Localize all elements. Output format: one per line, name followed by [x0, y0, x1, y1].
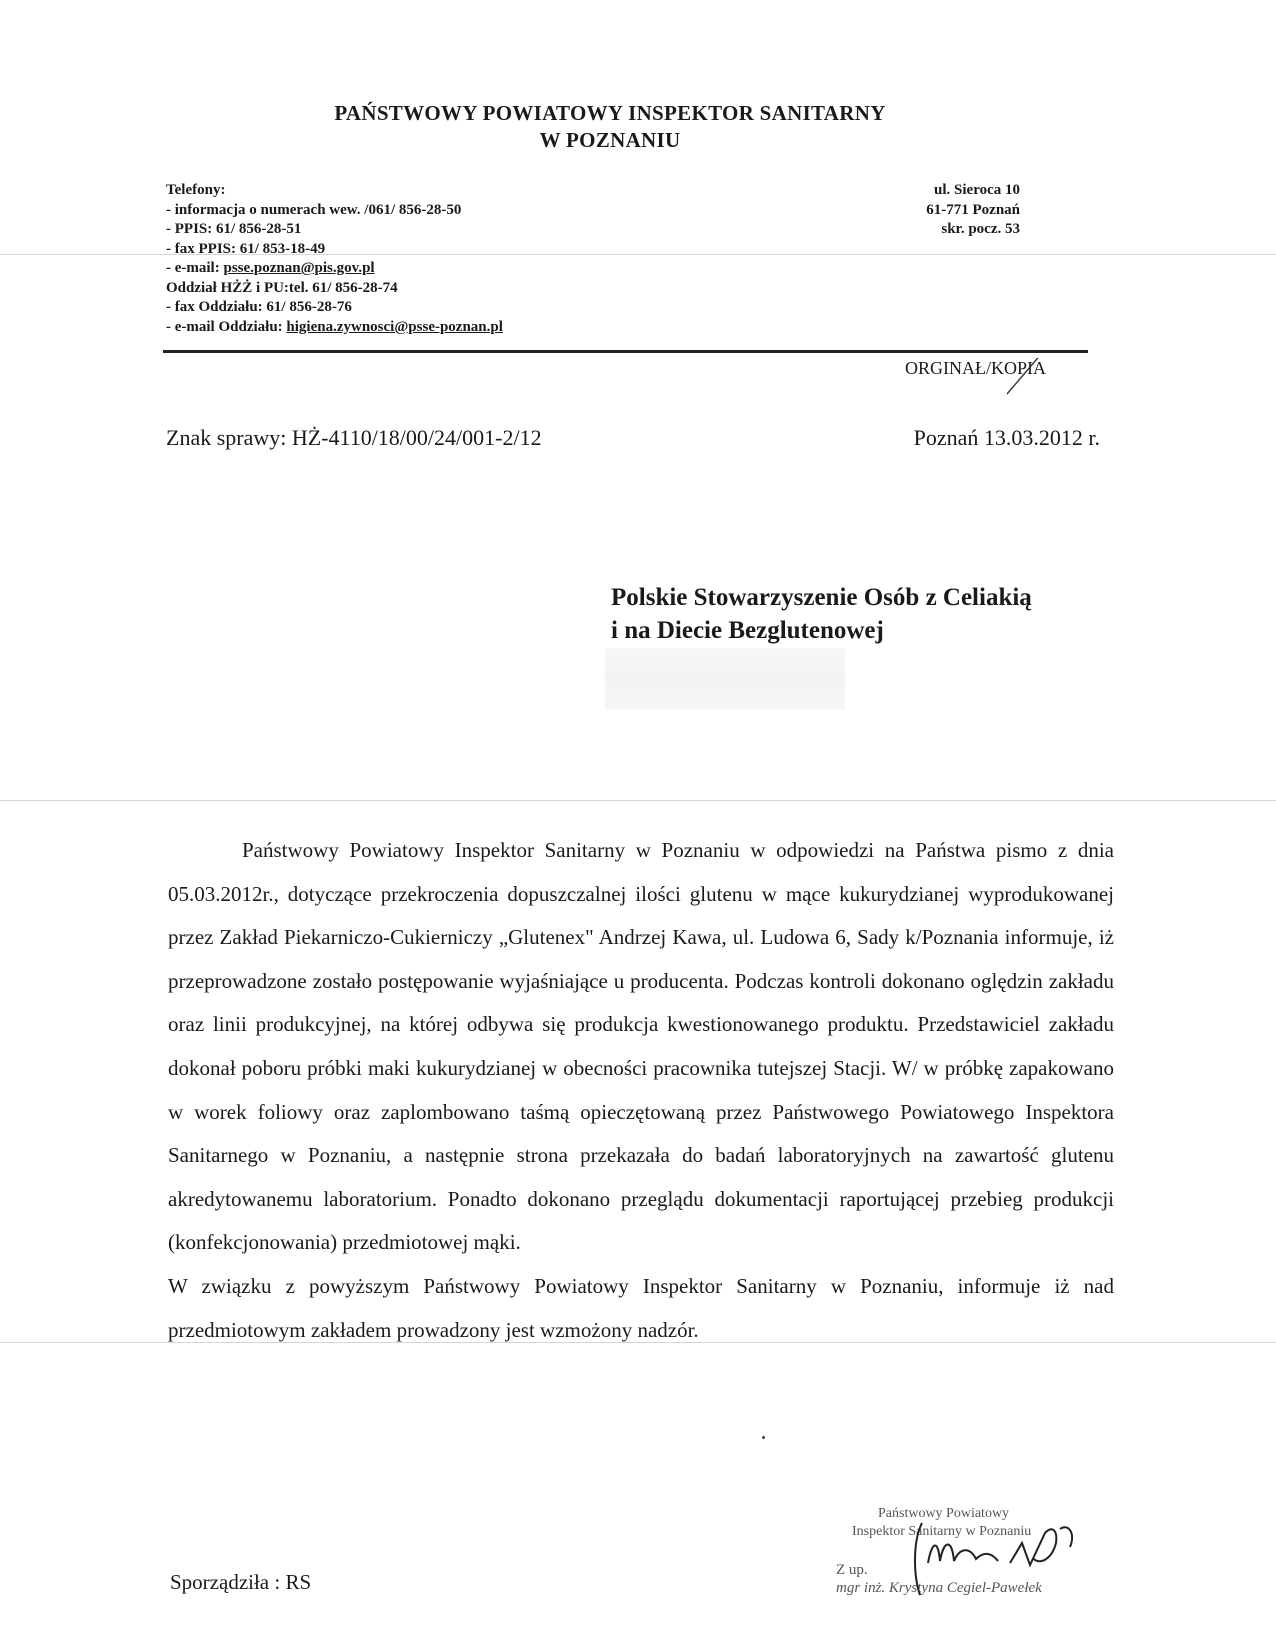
contact-email-line	[166, 259, 503, 279]
strike-mark-icon	[905, 358, 1045, 398]
address-block	[880, 181, 1020, 240]
ink-dot	[762, 1436, 765, 1439]
header-rule	[163, 350, 1088, 353]
recipient-block	[611, 581, 1032, 647]
case-label: Znak sprawy:	[166, 425, 287, 450]
stamp-line-2: Inspektor Sanitarny w Poznaniu	[852, 1524, 1032, 1539]
fold-line	[0, 800, 1276, 801]
address-city: 61-771 Poznań	[926, 201, 1020, 218]
copy-mark	[905, 358, 1046, 379]
stamp-zup: Z up.	[836, 1562, 868, 1578]
address-street: ul. Sieroca 10	[934, 182, 1020, 198]
authority-line-1: PAŃSTWOWY POWIATOWY INSPEKTOR SANITARNY	[334, 101, 886, 125]
case-reference	[166, 425, 542, 451]
contact-line: - fax PPIS: 61/ 853-18-49	[166, 240, 326, 257]
branch-email-line	[166, 318, 503, 338]
copy-mark-text: ORGINAŁ/KOPIA	[905, 358, 1046, 378]
email-prefix: - e-mail:	[166, 260, 224, 276]
contact-line: Oddział HŻŻ i PU:tel. 61/ 856-28-74	[166, 279, 398, 296]
recipient-line-2: i na Diecie Bezglutenowej	[611, 617, 884, 644]
address-pobox: skr. pocz. 53	[941, 221, 1020, 237]
authority-line-2: W POZNANIU	[539, 128, 681, 152]
contact-line: - informacja o numerach wew. /061/ 856-28-50	[166, 201, 462, 218]
handwritten-signature-icon	[890, 1503, 1100, 1613]
email-link[interactable]: psse.poznan@pis.gov.pl	[223, 260, 375, 276]
stamp-name: mgr inż. Krystyna Cegiel-Pawełek	[836, 1580, 1042, 1596]
contact-line: - PPIS: 61/ 856-28-51	[166, 221, 302, 237]
body-paragraph-2: W związku z powyższym Państwowy Powiatowy Inspektor Sanitarny w Poznaniu, informuje iż nad przedmiotowym zakładem prowadzony jest wzmożony nadzór.	[168, 1273, 1114, 1342]
contact-line: - fax Oddziału: 61/ 856-28-76	[166, 299, 352, 315]
redacted-address	[605, 648, 845, 710]
place-date: Poznań 13.03.2012 r.	[913, 425, 1100, 450]
contact-block	[166, 181, 503, 337]
body-paragraph-1: Państwowy Powiatowy Inspektor Sanitarny w Poznaniu w odpowiedzi na Państwa pismo z dnia 05.03.2012r., dotyczące przekroczenia dopuszczalnej ilości glutenu w mące kukurydzianej wyprodukowanej przez Zakład Piekarniczo-Cukierniczy „Glutenex" Andrzej Kawa, ul. Ludowa 6, Sady k/Poznania informuje, iż przeprowadzone zostało postępowanie wyjaśniające u producenta. Podczas kontroli dokonano oględzin zakładu oraz linii produkcyjnej, na której odbywa się produkcja kwestionowanego produktu. Przedstawiciel zakładu dokonał poboru próbki maki kukurydzianej w obecności pracownika tutejszej Stacji. W/ w próbkę zapakowano w worek foliowy oraz zaplombowano taśmą opieczętowaną przez Państwowego Powiatowego Inspektora Sanitarnego w Poznaniu, a następnie strona przekazała do badań laboratoryjnych na zawartość glutenu akredytowanemu laboratorium. Ponadto dokonano przeglądu dokumentacji raportującej przebieg produkcji (konfekcjonowania) przedmiotowej mąki.	[168, 838, 1114, 1255]
recipient-line-1: Polskie Stowarzyszenie Osób z Celiakią	[611, 584, 1032, 611]
branch-email-prefix: - e-mail Oddziału:	[166, 318, 287, 335]
prepared-by: Sporządziła : RS	[170, 1570, 312, 1594]
stamp-line-1: Państwowy Powiatowy	[878, 1506, 1010, 1521]
contact-title: Telefony:	[166, 182, 226, 198]
authority-title	[250, 100, 970, 154]
branch-email-link[interactable]: higiena.zywnosci@psse-poznan.pl	[286, 318, 503, 335]
case-number: HŻ-4110/18/00/24/001-2/12	[291, 425, 542, 450]
letter-body	[168, 829, 1114, 1352]
